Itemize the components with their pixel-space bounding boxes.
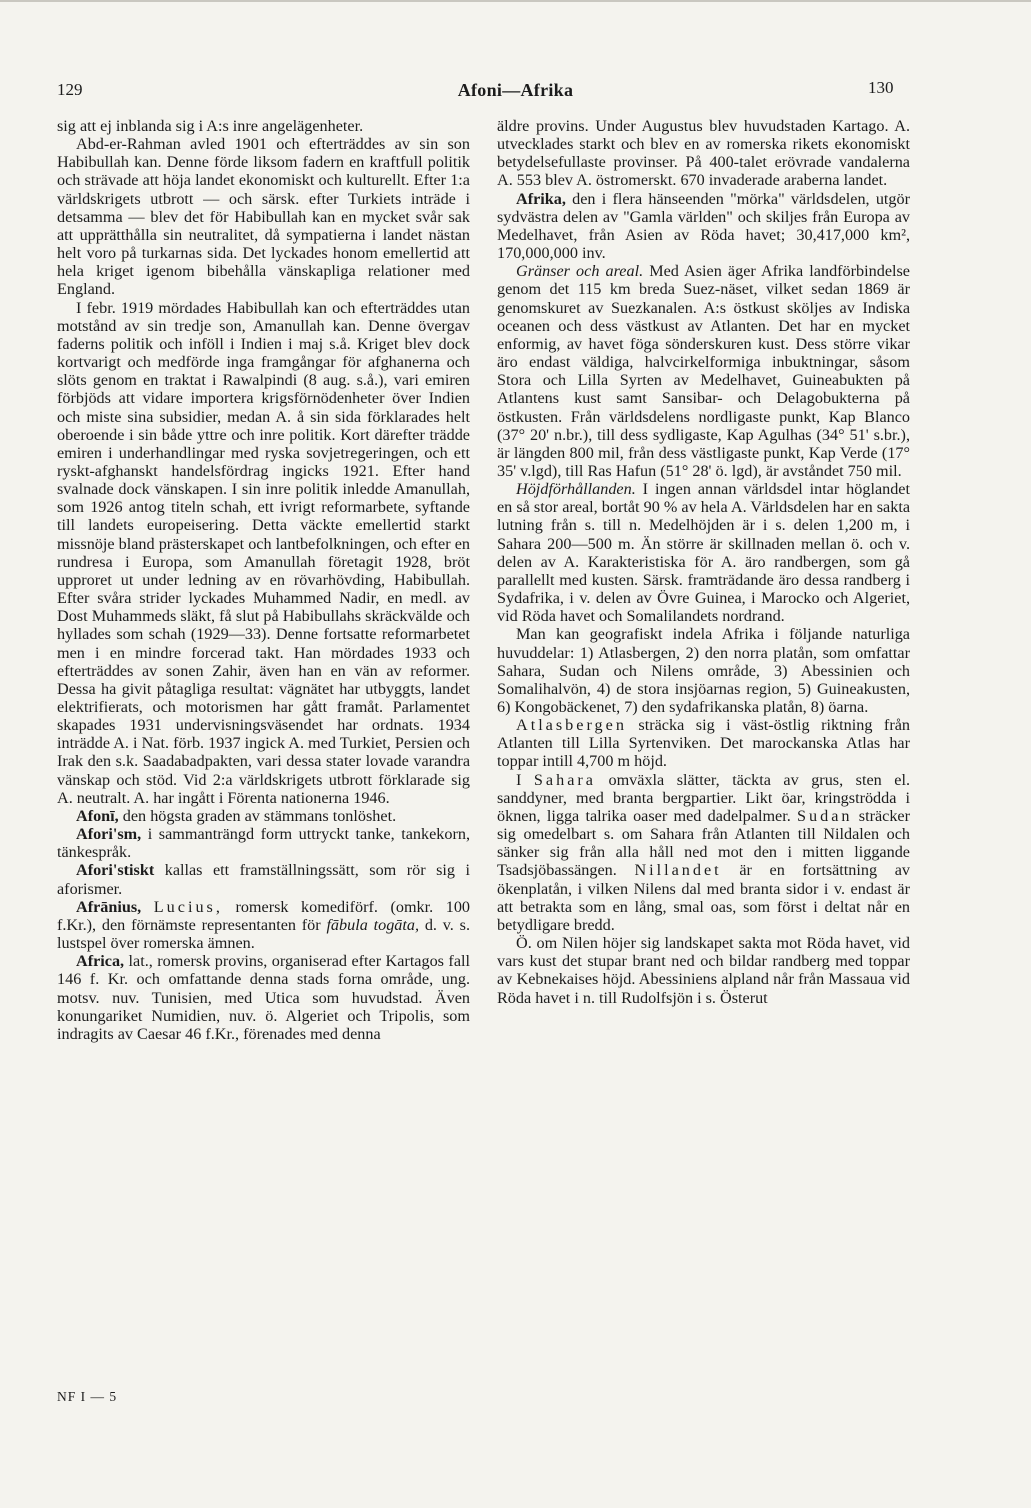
section-text: Med Asien äger Afrika landförbindelse genom det 115 km breda Suez-näset, vilket sedan 1869 är genomskuret av Suezkanalen. A:s östkust sköljes av Indiska oceanen och dess västkust av Atlanten. Det har en mycket enformig, av havet föga sönderskuren kust. Dess större vikar äro endast väldiga, halvcirkelformiga inbuktningar, såsom Stora och Lilla Syrten av Medelhavet, Guineabukten på Atlantens kust samt Sansibar- och Delagobukterna på östkusten. Från världsdelens nordligaste punkt, Kap Blanco (37° 20' n.br.), till dess sydligaste, Kap Agulhas (34° 51' s.br.), är längden 800 mil, från dess västligaste punkt, Kap Verde (17° 35' v.lgd), till Ras Hafun (51° 28' ö. lgd), är avståndet 750 mil.	[497, 262, 910, 480]
spaced-term: Sahara	[533, 770, 596, 789]
section-text: sträcka sig i väst-östlig riktning från Atlanten till Lilla Syrtenviken. Det marockanska Atlas har toppar intill 4,700 m höjd.	[497, 716, 910, 771]
headword: Afori'sm,	[76, 825, 142, 844]
entry-text: lat., romersk provins, organiserad efter Kartagos fall 146 f. Kr. och omfattande denna stads forna område, ung. motsv. nuv. Tunisien, med Utica som huvudstad. Även konungariket Numidien, nuv. ö. Algeriet och Tripolis, som indragits av Caesar 46 f.Kr., förenades med denna	[57, 952, 470, 1043]
entry-text: d. v. s. lustspel över romerska ämnen.	[57, 915, 470, 953]
section-granser	[497, 262, 910, 480]
running-head-title: Afoni—Afrika	[457, 80, 574, 100]
paragraph: äldre provins. Under Augustus blev huvudstaden Kartago. A. utvecklades starkt och blev en av romerska rikets ekonomiskt betydelsefullaste provinser. På 400-talet erövrade vandalerna A. 553 blev A. östromerskt. 670 invaderade araberna landet.	[497, 117, 910, 190]
italic-term: fābula togāta,	[326, 915, 420, 934]
entry-text: i sammanträngd form uttryckt tanke, tankekorn, tänkespråk.	[57, 825, 470, 862]
paragraph: I febr. 1919 mördades Habibullah kan och efterträddes utan motstånd av sin tredje son, Amanullah kan. Denne övergav faderns politik och inföll i Indien i maj s.å. Kriget blev dock kortvarigt och medförde inga framgångar för afghanerna och slöts genom en traktat i Rawalpindi (8 aug. s.å.), vari emiren förbjöds att vidare importera krigsförnödenheter över Indien och miste sina subsidier, medan A. å sin sida förklarades helt oberoende i sin både yttre och inre politik. Kort därefter trädde emiren i underhandlingar med ryska sovjetregeringen, och ett ryskt-afghanskt handelsfördrag ingicks 1921. Efter hand svalnade dock vänskapen. I sin inre politik inledde Amanullah, som 1926 antog titeln schah, ett ivrigt reformarbete, syftande till landets europeisering. Detta väckte emellertid starkt missnöje bland prästerskapet och lantbefolkningen, och efter en rundresa i Europa, som Amanullah företagit 1928, bröt upproret ut under ledning av en rövarhövding, Habibullah. Efter svåra strider lyckades Muhammed Nadir, en medl. av Dost Muhammeds släkt, få slut på Habibullahs skräckvälde och hyllades som schah (1929—33). Denne fortsatte reformarbetet men i en mindre forcerad takt. Han mördades 1933 och efterträddes av sonen Zahir, även han en vän av reformer. Dessa ha givit påtagliga resultat: vägnätet har utbyggts, landet elektrifierats, och motorismen har gått framåt. Parlamentet skapades 1931 undervisningsväsendet har ordnats. 1934 inträdde A. i Nat. förb. 1937 ingick A. med Turkiet, Persien och Irak den s.k. Saadabadpakten, vari dessa stater lovade varandra vänskap och stöd. Vid 2:a världskrigets utbrott förklarade sig A. neutralt. A. har ingått i Förenta nationerna 1946.	[57, 298, 470, 807]
headword: Afrānius,	[76, 897, 142, 916]
entry-afrika	[497, 190, 910, 263]
paragraph: Abd-er-Rahman avled 1901 och efterträddes av sin son Habibullah kan. Denne förde liksom fadern en kraftfull politik och strävade att höja landet ekonomiskt och kulturellt. Efter 1:a världskrigets utbrott — och särsk. efter Turkiets inträde i detsamma — blev det för Habibullah kan en mycket svår sak att upprätthålla sin neutralitet, då sympatierna i landet nästan helt voro på turkarnas sida. Det lyckades honom emellertid att hela kriget igenom bibehålla vänskapliga relationer med England.	[57, 135, 470, 299]
section-atlas	[497, 716, 910, 770]
spaced-term: Atlasbergen	[516, 716, 627, 735]
entry-text: den högsta graden av stämmans tonlöshet.	[118, 806, 397, 825]
printer-signature: NF I — 5	[57, 1389, 118, 1404]
entry-aforistiskt	[57, 861, 470, 897]
entry-text: romersk komediförf. (omkr. 100 f.Kr.), den förnämste representanten för	[57, 897, 471, 934]
headword: Afrika,	[516, 189, 566, 208]
paragraph: Man kan geografiskt indela Afrika i följande naturliga huvuddelar: 1) Atlasbergen, 2) den norra platån, som omfattar Sahara, Sudan och Nilens område, 3) Abessinien och Somalihalvön, 4) de stora insjöarnas region, 5) Guineakusten, 6) Kongobäckenet, 7) den sydafrikanska platån, 8) öarna.	[497, 625, 910, 716]
spaced-term: Sudan	[797, 806, 853, 825]
left-column	[57, 117, 470, 1043]
paragraph: Ö. om Nilen höjer sig landskapet sakta mot Röda havet, vid vars kust det stupar brant ned och bildar randberg med toppar av Kebnekaises höjd. Abessiniens alpland når från Massaua vid Röda havet i n. till Rudolfsjön i s. Österut	[497, 934, 910, 1007]
paragraph: sig att ej inblanda sig i A:s inre angelägenheter.	[57, 117, 364, 135]
page-number-left: 129	[57, 80, 83, 99]
section-text: I	[516, 770, 534, 789]
entry-afranius	[57, 898, 470, 952]
section-text: är en fortsättning av ökenplatån, i vilken Nilens dal med branta sidor i v. endast är att betrakta som en lång, smal oas, som först i deltat når en betydligare bredd.	[497, 861, 910, 934]
scan-edge	[0, 0, 1031, 2]
entry-aforism	[57, 825, 470, 861]
headword: Afonī,	[76, 806, 119, 825]
section-heading: Höjdförhållanden.	[516, 480, 636, 499]
section-text: omväxla slätter, täckta av grus, sten el. sanddyner, med branta bergpartier. Likt öar, kringströdda i öknen, ligga talrika oaser med dadelpalmer.	[497, 770, 911, 825]
entry-text: kallas ett framställningssätt, som rör sig i aforismer.	[57, 861, 470, 898]
entry-afoni	[57, 807, 470, 825]
right-column	[497, 117, 910, 1007]
spaced-name: Lucius,	[153, 897, 223, 916]
section-sahara	[497, 771, 910, 934]
section-text: sträcker sig omedelbart s. om Sahara från Atlanten till Nildalen och sänker sig från alla håll ned mot den i mitten liggande Tsadsjöbassängen.	[497, 806, 910, 880]
headword: Africa,	[76, 952, 125, 971]
section-text: I ingen annan världsdel intar höglandet en så stor areal, bortåt 90 % av hela A. Världsdelen har en sakta lutning från s. till n. Medelhöjden är i s. delen 1,200 m, i Sahara 200—500 m. Än större är skillnaden mellan ö. och v. delen av A. Karakteristiska för A. äro randbergen, som gå parallellt med kusten. Särsk. framträdande äro dessa randberg i Sydafrika, i v. delen av Övre Guinea, i Marocko och Algeriet, vid Röda havet och Somalilandets nordrand.	[497, 480, 910, 626]
entry-africa	[57, 952, 470, 1043]
section-heading: Gränser och areal.	[516, 262, 644, 281]
page-number-right: 130	[868, 78, 894, 97]
spaced-term: Nillandet	[634, 861, 722, 880]
entry-text: den i flera hänseenden "mörka" världsdelen, utgör sydvästra delen av "Gamla världen" och skiljes från Europa av Medelhavet, från Asien av Röda havet; 30,417,000 km², 170,000,000 inv.	[497, 189, 910, 263]
section-hojd	[497, 480, 910, 625]
headword: Afori'stiskt	[76, 861, 155, 880]
